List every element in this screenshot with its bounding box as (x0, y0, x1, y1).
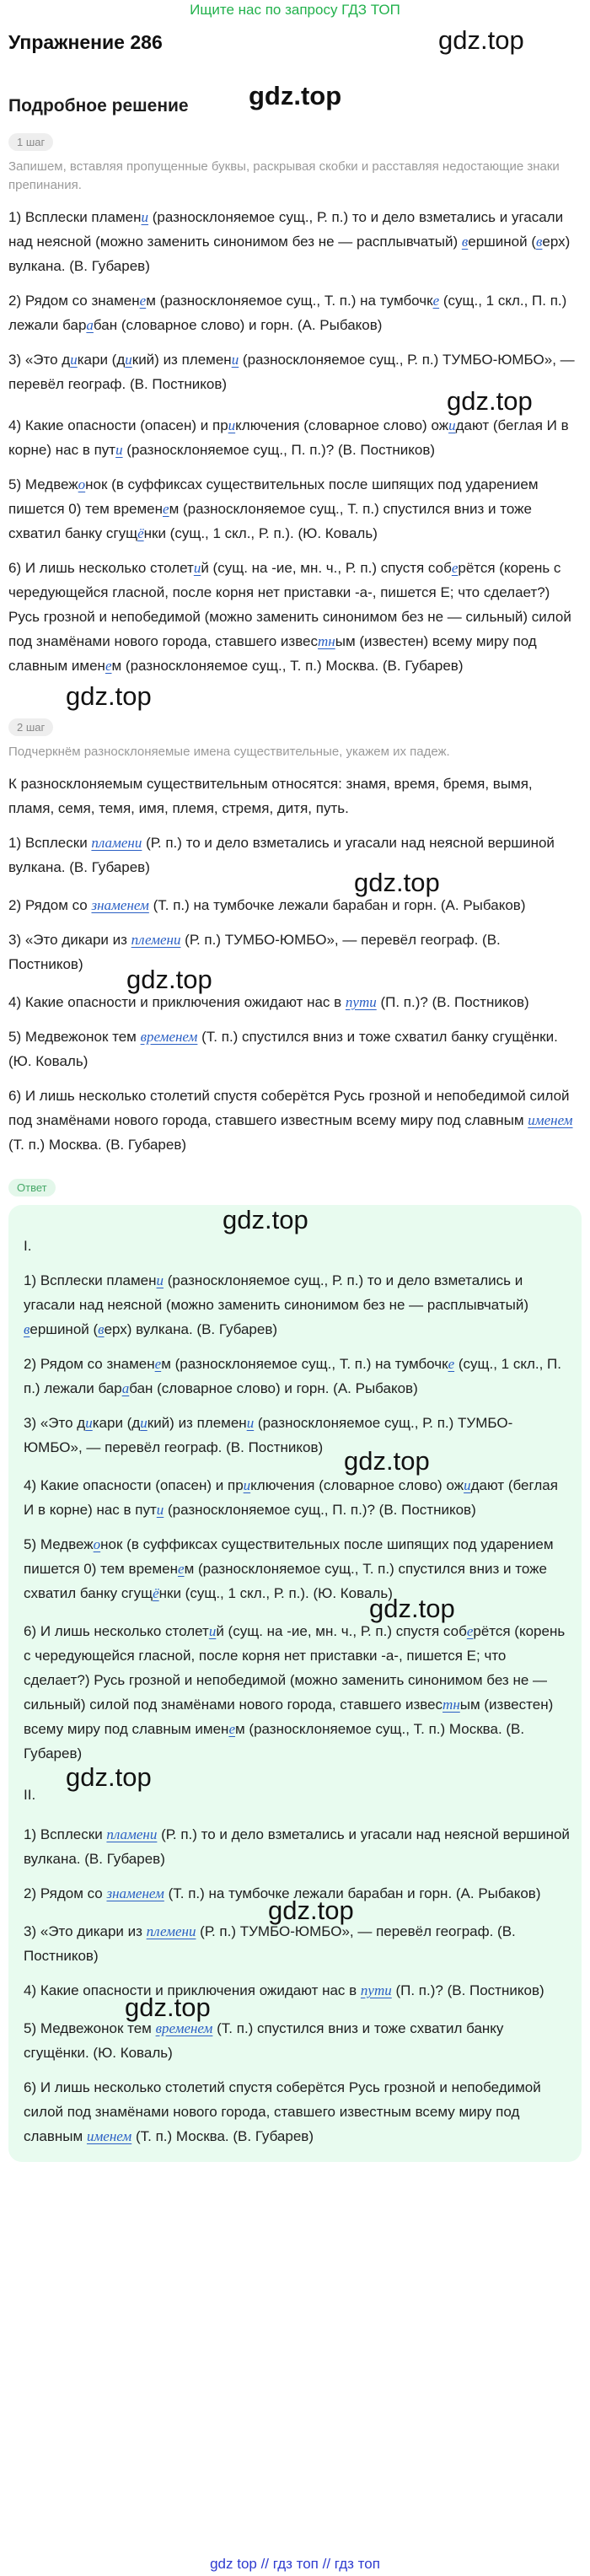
watermark-row (24, 1762, 570, 1792)
watermark-row (24, 1896, 570, 1925)
sentence-2: 2) Рядом со знаменем (разносклоняемое сущ., Т. п.) на тумбочке (сущ., 1 скл., П. п.) лежали барабан (словарное слово) и горн. (А. Рыбаков) (8, 293, 567, 333)
sentence-4: 4) Какие опасности и приключения ожидают нас в пути (П. п.)? (В. Постников) (24, 1982, 544, 1998)
sentence-5: 5) Медвежонок тем временем (Т. п.) спустился вниз и тоже схватил банку сгущёнки. (Ю. Коваль) (24, 2020, 504, 2061)
sentence-4: 4) Какие опасности (опасен) и приключения (словарное слово) ожидают (беглая И в корне) нас в пути (разносклоняемое сущ., П. п.)? (В. Постников) (8, 417, 569, 458)
watermark-row (24, 1446, 570, 1476)
header (0, 20, 590, 61)
sentence-2: 2) Рядом со знаменем (разносклоняемое сущ., Т. п.) на тумбочке (сущ., 1 скл., П. п.) лежали барабан (словарное слово) и горн. (А. Рыбаков) (24, 1356, 561, 1396)
step-hint: Подчеркнём разносклоняемые имена существительные, укажем их падеж. (8, 745, 450, 759)
step-badge: 2 шаг (8, 718, 53, 736)
sentence-3: 3) «Это дикари (дикий) из племени (разносклоняемое сущ., Р. п.) ТУМБО-ЮМБО», — перевёл географ. (В. Постников) (8, 352, 575, 392)
sentence-3: 3) «Это дикари из племени (Р. п.) ТУМБО-ЮМБО», — перевёл географ. (В. Постников) (24, 1923, 516, 1964)
sentence-1: 1) Всплески пламени (разносклоняемое сущ., Р. п.) то и дело взметались и угасали над неясной (можно заменить синонимом без не — расплывчатый) вершиной (верх) вулкана. (В. Губарев) (8, 209, 571, 274)
section-title-text: Подробное решение (8, 96, 189, 116)
watermark: gdz.top (126, 965, 212, 994)
roman-two: II. (24, 1787, 36, 1803)
step-hint: Запишем, вставляя пропущенные буквы, раскрывая скобки и расставляя недостающие знаки препинания. (8, 159, 560, 192)
watermark-row (0, 965, 590, 994)
watermark-row (0, 386, 590, 416)
sentence-5: 5) Медвежонок (в суффиксах существительных после шипящих под ударением пишется 0) тем временем (разносклоняемое сущ., Т. п.) спустился вниз и тоже схватил банку сгущёнки (сущ., 1 скл., Р. п.). (Ю. Коваль) (24, 1536, 554, 1601)
watermark: gdz.top (223, 1205, 308, 1234)
watermark-row (0, 678, 590, 712)
watermark: gdz.top (447, 386, 533, 416)
sentence-5: 5) Медвежонок тем временем (Т. п.) спустился вниз и тоже схватил банку сгущёнки. (Ю. Коваль) (8, 1029, 558, 1069)
watermark-row (24, 1993, 570, 2022)
watermark: gdz.top (125, 1993, 211, 2022)
footer-links[interactable]: gdz top // гдз топ // гдз топ (210, 2556, 380, 2572)
sentence-1: 1) Всплески пламени (Р. п.) то и дело взметались и угасали над неясной вершиной вулкана. (В. Губарев) (24, 1826, 570, 1867)
sentence-5: 5) Медвежонок (в суффиксах существительных после шипящих под ударением пишется 0) тем временем (разносклоняемое сущ., Т. п.) спустился вниз и тоже схватил банку сгущёнки (сущ., 1 скл., Р. п.). (Ю. Коваль) (8, 476, 539, 541)
watermark: gdz.top (249, 81, 342, 110)
watermark-row (24, 1205, 570, 1234)
sentence-3: 3) «Это дикари (дикий) из племени (разносклоняемое сущ., Р. п.) ТУМБО-ЮМБО», — перевёл географ. (В. Постников) (24, 1415, 513, 1455)
answer-panel (8, 1205, 582, 2162)
watermark: gdz.top (66, 1762, 152, 1792)
step2-intro: К разносклоняемым существительным относятся: знамя, время, бремя, вымя, пламя, семя, темя, имя, племя, стремя, дитя, путь. (8, 776, 533, 816)
watermark: gdz.top (369, 1594, 455, 1623)
watermark: gdz.top (268, 1896, 354, 1925)
page-title: Упражнение 286 (8, 31, 163, 53)
sentence-2: 2) Рядом со знаменем (Т. п.) на тумбочке лежали барабан и горн. (А. Рыбаков) (24, 1885, 541, 1901)
watermark: gdz.top (438, 25, 524, 55)
watermark-row (0, 868, 590, 897)
step2-block (0, 718, 590, 1157)
sentence-2: 2) Рядом со знаменем (Т. п.) на тумбочке лежали барабан и горн. (А. Рыбаков) (8, 897, 526, 913)
sentence-1: 1) Всплески пламени (Р. п.) то и дело взметались и угасали над неясной вершиной вулкана. (В. Губарев) (8, 835, 555, 875)
answer-badge: Ответ (8, 1179, 56, 1197)
sentence-6: 6) И лишь несколько столетий спустя соберётся Русь грозной и непобедимой силой под знамёнами нового города, ставшего известным всему миру под славным именем (Т. п.) Москва. (В. Губарев) (8, 1088, 573, 1153)
watermark: gdz.top (354, 868, 440, 897)
sentence-6: 6) И лишь несколько столетий спустя соберётся Русь грозной и непобедимой силой под знамёнами нового города, ставшего известным всему миру под славным именем (Т. п.) Москва. (В. Губарев) (24, 2079, 541, 2144)
sentence-6: 6) И лишь несколько столетий (сущ. на -ие, мн. ч., Р. п.) спустя соберётся (корень с чередующейся гласной, после корня нет приставки -а-, пишется Е; что сделает?) Русь грозной и непобедимой (можно заменить синонимом без не — сильный) силой под знамёнами нового города, ставшего известным (известен) всему миру под славным именем (разносклоняемое сущ., Т. п.) Москва. (В. Губарев) (24, 1623, 566, 1761)
sentence-4: 4) Какие опасности (опасен) и приключения (словарное слово) ожидают (беглая И в корне) нас в пути (разносклоняемое сущ., П. п.)? (В. Постников) (24, 1477, 558, 1518)
watermark-row (24, 1594, 570, 1623)
step-badge: 1 шаг (8, 133, 53, 151)
sentence-4: 4) Какие опасности и приключения ожидают нас в пути (П. п.)? (В. Постников) (8, 994, 529, 1010)
section-title (8, 81, 590, 121)
top-banner[interactable]: Ищите нас по запросу ГДЗ ТОП (190, 2, 400, 18)
answer-block (0, 1179, 590, 2162)
roman-one: I. (24, 1238, 32, 1254)
sentence-3: 3) «Это дикари из племени (Р. п.) ТУМБО-ЮМБО», — перевёл географ. (В. Постников) (8, 932, 501, 972)
watermark: gdz.top (344, 1446, 430, 1476)
sentence-6: 6) И лишь несколько столетий (сущ. на -ие, мн. ч., Р. п.) спустя соберётся (корень с чередующейся гласной, после корня нет приставки -а-, пишется Е; что сделает?) Русь грозной и непобедимой (можно заменить синонимом без не — сильный) силой под знамёнами нового города, ставшего известным (известен) всему миру под славным именем (разносклоняемое сущ., Т. п.) Москва. (В. Губарев) (8, 560, 571, 674)
watermark: gdz.top (66, 681, 152, 711)
step1-block (0, 133, 590, 678)
sentence-1: 1) Всплески пламени (разносклоняемое сущ., Р. п.) то и дело взметались и угасали над неясной (можно заменить синонимом без не — расплывчатый) вершиной (верх) вулкана. (В. Губарев) (24, 1272, 528, 1337)
